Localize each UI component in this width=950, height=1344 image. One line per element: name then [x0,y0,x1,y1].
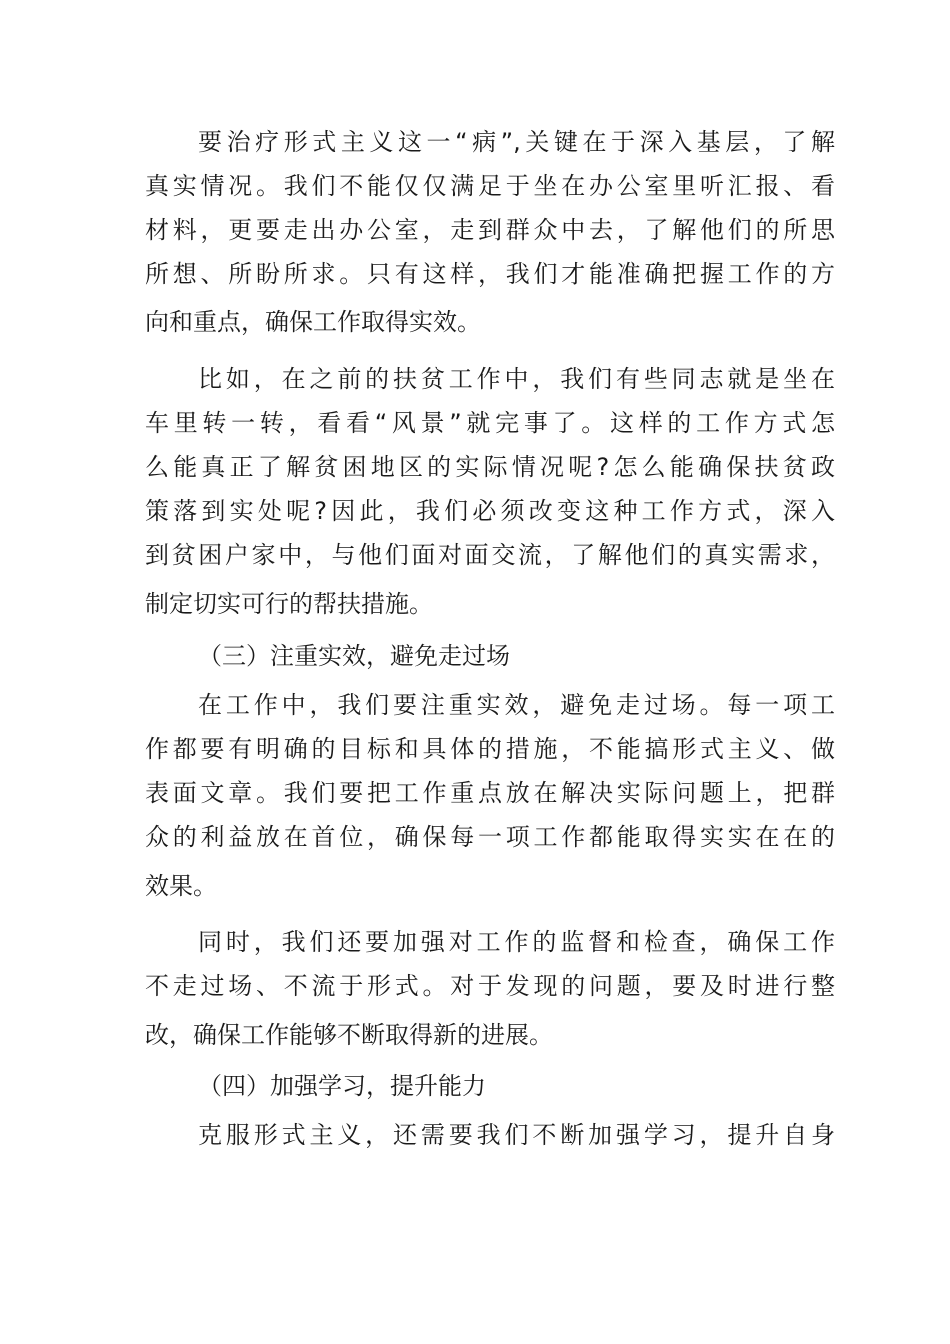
paragraph-line: 同时，我们还要加强对工作的监督和检查，确保工作 [198,928,835,956]
paragraph-line: 在工作中，我们要注重实效，避免走过场。每一项工 [198,691,835,719]
paragraph-line: 要治疗形式主义这一“病”,关键在于深入基层，了解 [198,128,835,156]
paragraph-line: 不走过场、不流于形式。对于发现的问题，要及时进行整 [145,972,835,1000]
paragraph-line: 么能真正了解贫困地区的实际情况呢?怎么能确保扶贫政 [145,453,835,481]
paragraph-line: 策落到实处呢?因此，我们必须改变这种工作方式，深入 [145,497,835,525]
paragraph-line: 众的利益放在首位，确保每一项工作都能取得实实在在的 [145,823,835,851]
paragraph-line: 材料，更要走出办公室，走到群众中去，了解他们的所思 [145,216,835,244]
paragraph-line: 真实情况。我们不能仅仅满足于坐在办公室里听汇报、看 [145,172,835,200]
paragraph-line: 改，确保工作能够不断取得新的进展。 [145,1021,553,1049]
paragraph-line: 制定切实可行的帮扶措施。 [145,590,433,618]
paragraph-line: 作都要有明确的目标和具体的措施，不能搞形式主义、做 [145,735,835,763]
paragraph-line: 比如，在之前的扶贫工作中，我们有些同志就是坐在 [198,365,835,393]
paragraph-line: 所想、所盼所求。只有这样，我们才能准确把握工作的方 [145,260,835,288]
paragraph-line: 向和重点，确保工作取得实效。 [145,308,481,336]
section-heading: （四）加强学习，提升能力 [198,1072,486,1100]
paragraph-line: 效果。 [145,872,217,900]
paragraph-line: 表面文章。我们要把工作重点放在解决实际问题上，把群 [145,779,835,807]
section-heading: （三）注重实效，避免走过场 [198,642,510,670]
paragraph-line: 车里转一转，看看“风景”就完事了。这样的工作方式怎 [145,409,835,437]
paragraph-line: 克服形式主义，还需要我们不断加强学习，提升自身 [198,1121,835,1149]
paragraph-line: 到贫困户家中，与他们面对面交流，了解他们的真实需求， [145,541,835,569]
